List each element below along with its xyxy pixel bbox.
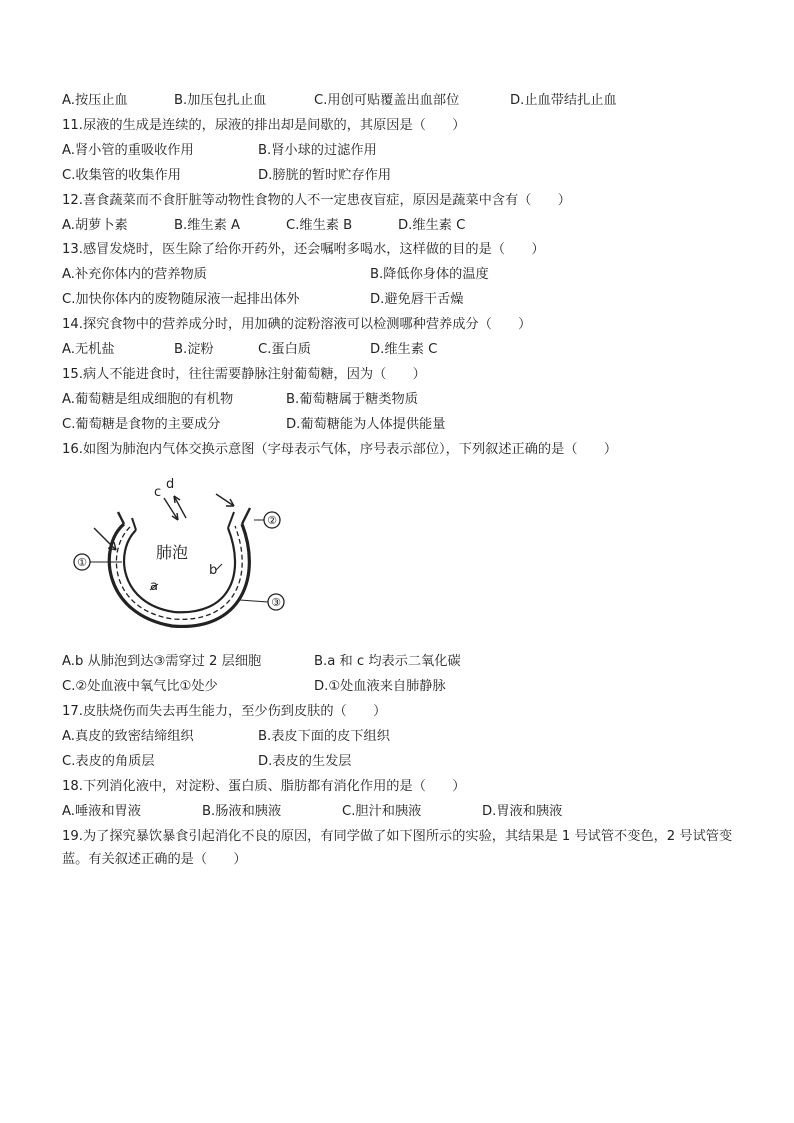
label-d: d bbox=[166, 477, 175, 492]
q14-option-b: B.淀粉 bbox=[174, 342, 214, 357]
q13-option-b: B.降低你身体的温度 bbox=[370, 267, 489, 282]
q13-option-a: A.补充你体内的营养物质 bbox=[62, 267, 207, 282]
label-a: a bbox=[150, 579, 158, 594]
q13-option-c: C.加快你体内的废物随尿液一起排出体外 bbox=[62, 292, 300, 307]
q17-option-b: B.表皮下面的皮下组织 bbox=[258, 729, 390, 744]
q16-option-b: B.a 和 c 均表示二氧化碳 bbox=[314, 654, 461, 669]
q16-option-a: A.b 从肺泡到达③需穿过 2 层细胞 bbox=[62, 654, 262, 669]
q11-option-a: A.肾小管的重吸收作用 bbox=[62, 143, 194, 158]
q18-option-a: A.唾液和胃液 bbox=[62, 804, 141, 819]
q17-option-d: D.表皮的生发层 bbox=[258, 754, 352, 769]
q12-stem: 12.喜食蔬菜而不食肝脏等动物性食物的人不一定患夜盲症，原因是蔬菜中含有（ ） bbox=[62, 193, 571, 208]
q10-option-b: B.加压包扎止血 bbox=[174, 93, 267, 108]
q12-option-c: C.维生素 B bbox=[286, 218, 353, 233]
q19-stem: 19.为了探究暴饮暴食引起消化不良的原因，有同学做了如下图所示的实验，其结果是 1 号试管不变色，2 号试管变蓝。有关叙述正确的是（ ） bbox=[62, 829, 733, 867]
q12-option-b: B.维生素 A bbox=[174, 218, 241, 233]
label-c: c bbox=[154, 485, 162, 500]
q14-stem: 14.探究食物中的营养成分时，用加碘的淀粉溶液可以检测哪种营养成分（ ） bbox=[62, 317, 532, 332]
q17-option-a: A.真皮的致密结缔组织 bbox=[62, 729, 194, 744]
label-2: ② bbox=[267, 514, 277, 527]
q11-option-b: B.肾小球的过滤作用 bbox=[258, 143, 377, 158]
label-3: ③ bbox=[271, 596, 281, 609]
q12-option-a: A.胡萝卜素 bbox=[62, 218, 128, 233]
q11-stem: 11.尿液的生成是连续的，尿液的排出却是间歇的，其原因是（ ） bbox=[62, 118, 466, 133]
q17-option-c: C.表皮的角质层 bbox=[62, 754, 155, 769]
q18-option-b: B.肠液和胰液 bbox=[202, 804, 282, 819]
q15-option-c: C.葡萄糖是食物的主要成分 bbox=[62, 417, 221, 432]
q16-option-c: C.②处血液中氧气比①处少 bbox=[62, 679, 218, 694]
label-1: ① bbox=[77, 556, 87, 569]
q13-option-d: D.避免唇干舌燥 bbox=[370, 292, 464, 307]
q15-option-d: D.葡萄糖能为人体提供能量 bbox=[286, 417, 446, 432]
alveolus-gas-exchange-figure bbox=[66, 466, 298, 638]
q16-option-d: D.①处血液来自肺静脉 bbox=[314, 679, 446, 694]
q17-stem: 17.皮肤烧伤而失去再生能力，至少伤到皮肤的（ ） bbox=[62, 704, 387, 719]
label-b: b bbox=[209, 563, 218, 578]
q11-option-d: D.膀胱的暂时贮存作用 bbox=[258, 168, 392, 183]
q16-stem: 16.如图为肺泡内气体交换示意图（字母表示气体，序号表示部位），下列叙述正确的是（ ） bbox=[62, 442, 618, 457]
q12-option-d: D.维生素 C bbox=[398, 218, 466, 233]
q15-stem: 15.病人不能进食时，往往需要静脉注射葡萄糖，因为（ ） bbox=[62, 367, 426, 382]
q14-option-d: D.维生素 C bbox=[370, 342, 438, 357]
q13-stem: 13.感冒发烧时，医生除了给你开药外，还会嘱咐多喝水，这样做的目的是（ ） bbox=[62, 242, 545, 257]
q11-option-c: C.收集管的收集作用 bbox=[62, 168, 181, 183]
q10-option-d: D.止血带结扎止血 bbox=[510, 93, 617, 108]
q18-option-c: C.胆汁和胰液 bbox=[342, 804, 422, 819]
q14-option-a: A.无机盐 bbox=[62, 342, 115, 357]
q14-option-c: C.蛋白质 bbox=[258, 342, 311, 357]
q15-option-b: B.葡萄糖属于糖类物质 bbox=[286, 392, 418, 407]
q18-option-d: D.胃液和胰液 bbox=[482, 804, 563, 819]
q10-option-a: A.按压止血 bbox=[62, 93, 128, 108]
q15-option-a: A.葡萄糖是组成细胞的有机物 bbox=[62, 392, 234, 407]
alveolus-label: 肺泡 bbox=[156, 543, 189, 562]
q10-option-c: C.用创可贴覆盖出血部位 bbox=[314, 93, 460, 108]
q18-stem: 18.下列消化液中，对淀粉、蛋白质、脂肪都有消化作用的是（ ） bbox=[62, 779, 466, 794]
